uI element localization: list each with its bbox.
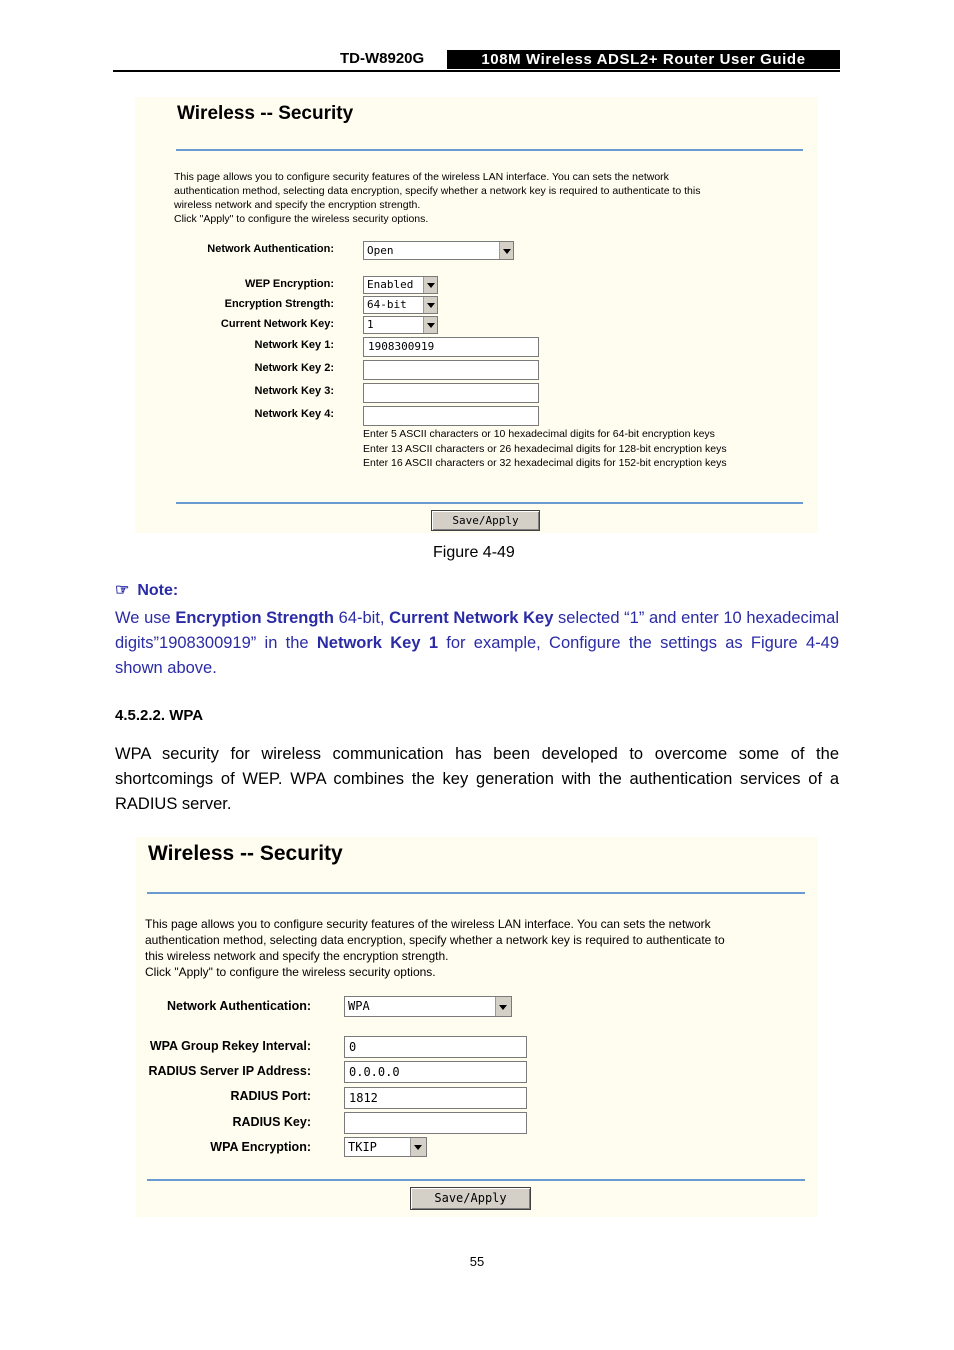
network-key-2-input[interactable] — [363, 360, 539, 380]
network-key-4-label: Network Key 4: — [254, 408, 334, 420]
note-text-4: for example, Configure the settings as Figure 4-49 shown above. — [115, 634, 839, 677]
network-key-1-input[interactable] — [363, 337, 539, 357]
figure2-description-line: this wireless network and specify the encryption strength. — [145, 949, 449, 963]
note-text-3: selected “1” and enter 10 hexadecimal digits”1908300919” in the — [115, 609, 840, 652]
figure1-description-line: authentication method, selecting data encryption, specify whether a network key is required to authenticate to this — [174, 185, 701, 197]
figure1-description-line: This page allows you to configure security features of the wireless LAN interface. You can sets the network — [174, 171, 669, 183]
figure1-description — [174, 170, 700, 226]
encryption-strength-label: Encryption Strength: — [224, 298, 334, 310]
section-heading: 4.5.2.2. WPA — [115, 707, 204, 724]
figure2-description-line: authentication method, selecting data encryption, specify whether a network key is required to authenticate to — [145, 933, 725, 947]
note-heading — [115, 580, 178, 600]
figure2-panel — [136, 837, 818, 1217]
page-number: 55 — [469, 1254, 485, 1269]
current-network-key-value: 1 — [367, 318, 374, 331]
network-auth-label: Network Authentication: — [207, 243, 334, 255]
network-key-3-input[interactable] — [363, 383, 539, 403]
figure1-description-line: Click "Apply" to configure the wireless security options. — [174, 213, 429, 225]
header-rule — [113, 70, 840, 72]
wpa-rekey-input[interactable] — [344, 1036, 527, 1058]
network-auth-select[interactable] — [363, 241, 514, 260]
current-network-key-select[interactable] — [363, 316, 438, 334]
wpa-rekey-label: WPA Group Rekey Interval: — [149, 1039, 311, 1053]
wpa-network-auth-select[interactable] — [344, 996, 512, 1017]
wpa-network-auth-value: WPA — [348, 999, 370, 1013]
wep-encryption-label: WEP Encryption: — [244, 278, 334, 290]
chevron-down-icon[interactable] — [423, 277, 437, 293]
radius-key-label: RADIUS Key: — [232, 1115, 311, 1129]
figure1-top-rule — [176, 149, 803, 151]
note-bold-encryption-strength: Encryption Strength — [175, 609, 334, 627]
note-text-2: 64-bit, — [334, 609, 390, 627]
wpa-encryption-label: WPA Encryption: — [210, 1140, 311, 1154]
radius-port-value: 1812 — [349, 1091, 378, 1105]
chevron-down-icon[interactable] — [423, 297, 437, 313]
wep-encryption-value: Enabled — [367, 278, 414, 291]
chevron-down-icon[interactable] — [410, 1138, 426, 1156]
current-network-key-label: Current Network Key: — [220, 318, 334, 330]
chevron-down-icon[interactable] — [499, 242, 513, 259]
figure1-title: Wireless -- Security — [177, 103, 354, 124]
network-key-3-label: Network Key 3: — [254, 385, 334, 397]
wpa-encryption-value: TKIP — [348, 1140, 377, 1154]
network-key-4-input[interactable] — [363, 406, 539, 426]
figure1-bottom-rule — [176, 502, 803, 504]
network-key-2-label: Network Key 2: — [254, 362, 334, 374]
figure1-caption: Figure 4-49 — [433, 544, 515, 561]
key-format-hint: Enter 13 ASCII characters or 26 hexadecimal digits for 128-bit encryption keys — [363, 442, 727, 455]
key-format-hints — [363, 427, 727, 471]
section-paragraph: WPA security for wireless communication has been developed to overcome some of the shortcomings of WEP. WPA combines the key generation with the authentication services of a RADIUS server. — [115, 745, 839, 813]
chevron-down-icon[interactable] — [423, 317, 437, 333]
header-model: TD-W8920G — [340, 50, 425, 67]
note-text-1: We use — [115, 609, 176, 627]
figure2-description — [145, 916, 725, 980]
header-guide-title: 108M Wireless ADSL2+ Router User Guide — [447, 50, 840, 69]
note-bold-current-network-key: Current Network Key — [389, 609, 554, 627]
figure2-top-rule — [147, 892, 805, 894]
wpa-rekey-value: 0 — [349, 1040, 357, 1054]
network-key-1-value: 1908300919 — [368, 340, 435, 353]
radius-ip-label: RADIUS Server IP Address: — [148, 1064, 311, 1078]
figure2-bottom-rule — [147, 1179, 805, 1181]
encryption-strength-select[interactable] — [363, 296, 438, 314]
radius-port-label: RADIUS Port: — [230, 1089, 311, 1103]
save-apply-button[interactable]: Save/Apply — [431, 510, 540, 531]
radius-ip-input[interactable] — [344, 1061, 527, 1083]
note-title: Note: — [137, 582, 179, 599]
chevron-down-icon[interactable] — [495, 997, 511, 1016]
radius-key-input[interactable] — [344, 1112, 527, 1134]
wpa-network-auth-label: Network Authentication: — [167, 999, 311, 1013]
figure2-description-line: This page allows you to configure security features of the wireless LAN interface. You can sets the network — [145, 917, 711, 931]
pointing-hand-icon: ☞ — [115, 582, 130, 599]
key-format-hint: Enter 5 ASCII characters or 10 hexadecimal digits for 64-bit encryption keys — [363, 428, 715, 440]
radius-port-input[interactable] — [344, 1087, 527, 1109]
encryption-strength-value: 64-bit — [367, 298, 407, 311]
wpa-encryption-select[interactable] — [344, 1137, 427, 1157]
note-bold-network-key-1: Network Key 1 — [316, 634, 438, 652]
figure2-description-line: Click "Apply" to configure the wireless security options. — [145, 965, 436, 979]
figure2-title: Wireless -- Security — [148, 842, 343, 865]
wpa-save-apply-button[interactable]: Save/Apply — [410, 1187, 531, 1210]
network-auth-value: Open — [367, 244, 394, 257]
wep-encryption-select[interactable] — [363, 276, 438, 294]
figure1-description-line: wireless network and specify the encryption strength. — [174, 199, 421, 211]
radius-ip-value: 0.0.0.0 — [349, 1065, 400, 1079]
note-body — [115, 606, 839, 681]
network-key-1-label: Network Key 1: — [254, 339, 334, 351]
key-format-hint: Enter 16 ASCII characters or 32 hexadecimal digits for 152-bit encryption keys — [363, 457, 727, 469]
